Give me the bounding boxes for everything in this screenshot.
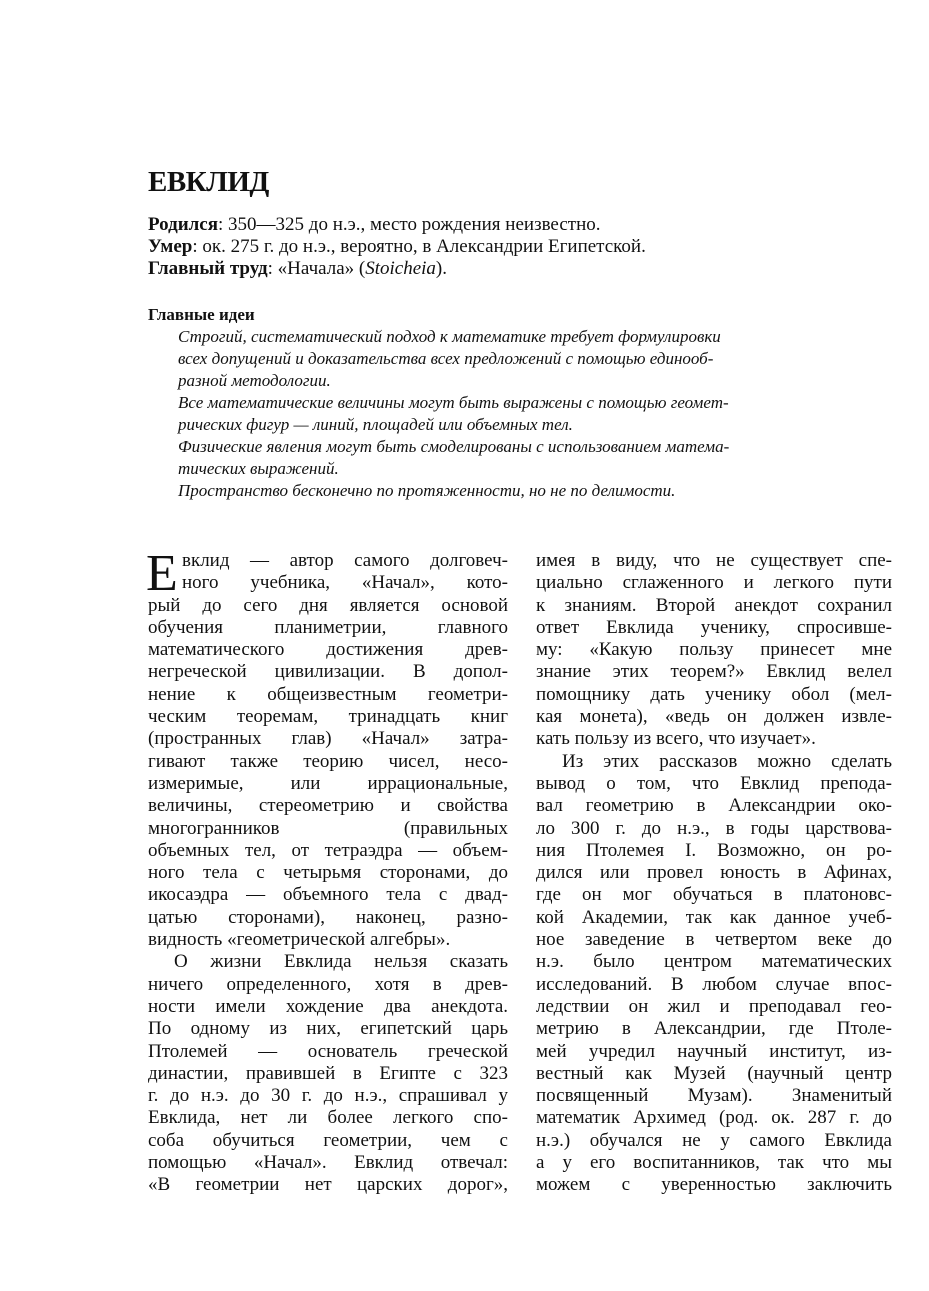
body-text-line: математик Архимед (род. ок. 287 г. до	[536, 1107, 892, 1129]
idea-line: Пространство бесконечно по протяженности, но не по делимости.	[178, 481, 676, 500]
drop-cap: Е	[146, 545, 178, 602]
body-text-line: кая монета), «ведь он должен извле-	[536, 706, 892, 728]
body-text-line: вклид — автор самого долговеч-	[182, 550, 508, 571]
body-text-line: «В геометрии нет царских дорог»,	[148, 1174, 508, 1196]
body-text-line: где он мог обучаться в платоновс-	[536, 884, 892, 906]
body-text-line: мей учредил научный институт, из-	[536, 1040, 892, 1062]
body-text-line: г. до н.э. до 30 г. до н.э., спрашивал у	[148, 1085, 508, 1107]
body-text-line: н.э.) обучался не у самого Евклида	[536, 1129, 892, 1151]
body-text-line: вал геометрию в Александрии око-	[536, 795, 892, 817]
body-text-line: помощнику дать ученику обол (мел-	[536, 683, 892, 705]
body-text-line: ческим теоремам, тринадцать книг	[148, 706, 508, 728]
body-text-line: Евклида, нет ли более легкого спо-	[148, 1107, 508, 1129]
body-text-line: циально сглаженного и легкого пути	[536, 572, 892, 594]
fact-died-text: : ок. 275 г. до н.э., вероятно, в Александрии Египетской.	[192, 236, 646, 257]
body-text-line: вывод о том, что Евклид препода-	[536, 772, 892, 794]
fact-born	[148, 214, 868, 236]
body-text-line: О жизни Евклида нельзя сказать	[174, 951, 508, 973]
body-text-line: видность «геометрической алгебры».	[148, 929, 451, 951]
facts-block	[148, 214, 868, 280]
body-text-line: соба обучиться геометрии, чем с	[148, 1129, 508, 1151]
body-text-line: цатью сторонами), наконец, разно-	[148, 906, 508, 928]
body-text-line: имея в виду, что не существует спе-	[536, 550, 892, 571]
body-text-line: объемных тел, от тетраэдра — объем-	[148, 839, 508, 861]
body-text-line: математического достижения древ-	[148, 639, 508, 661]
body-text-line: н.э. было центром математических	[536, 951, 892, 973]
body-text-line: знание этих теорем?» Евклид велел	[536, 661, 892, 683]
fact-main-work-label: Главный труд	[148, 258, 268, 279]
body-text-line: метрию в Александрии, где Птоле-	[536, 1018, 892, 1040]
idea-line: тических выражений.	[178, 459, 339, 478]
body-text-line: дился или провел юность в Афинах,	[536, 862, 892, 884]
body-text-line: к знаниям. Второй анекдот сохранил	[536, 594, 892, 616]
body-text-line: величины, стереометрию и свойства	[148, 795, 508, 817]
body-text-line: исследований. В любом случае впос-	[536, 973, 892, 995]
fact-died-label: Умер	[148, 236, 193, 257]
idea-line: Все математические величины могут быть выражены с помощью геомет-	[178, 393, 729, 412]
body-text-line: ного учебника, «Начал», кото-	[182, 572, 508, 594]
body-text-line: можем с уверенностью заключить	[536, 1174, 892, 1196]
body-text-line: ного тела с четырьмя сторонами, до	[148, 862, 508, 884]
idea-line: разной методологии.	[178, 371, 331, 390]
body-text-line: а у его воспитанников, так что мы	[536, 1152, 892, 1174]
body-text-line: (пространных глав) «Начал» затра-	[148, 728, 508, 750]
body-text-line: му: «Какую пользу принесет мне	[536, 639, 892, 661]
body-text-line: кой Академии, так как данное учеб-	[536, 906, 892, 928]
fact-died	[148, 236, 868, 258]
body-text-line: икосаэдра — объемного тела с двад-	[148, 884, 508, 906]
body-text-line: ло 300 г. до н.э., в годы царствова-	[536, 817, 892, 839]
fact-main-work-text: : «Начала» (	[267, 258, 366, 279]
idea-line: рических фигур — линий, площадей или объемных тел.	[178, 415, 573, 434]
body-text-line: негреческой цивилизации. В допол-	[148, 661, 508, 683]
body-text-line: Птолемей — основатель греческой	[148, 1040, 508, 1062]
body-text-line: династии, правившей в Египте с 323	[148, 1062, 508, 1084]
fact-main-work	[148, 258, 868, 280]
main-ideas-block	[148, 304, 900, 502]
body-text-line: ное заведение в четвертом веке до	[536, 929, 892, 951]
body-text-line: кать пользу из всего, что изучает».	[536, 728, 816, 750]
body-text-line: помощью «Начал». Евклид отвечал:	[148, 1152, 508, 1174]
idea-line: всех допущений и доказательства всех предложений с помощью единооб-	[178, 349, 714, 368]
body-column-left	[146, 545, 508, 1197]
body-text-line: посвященный Музам). Знаменитый	[536, 1085, 892, 1107]
body-text-line: ничего определенного, хотя в древ-	[148, 973, 508, 995]
fact-born-text: : 350—325 до н.э., место рождения неизвестно.	[218, 214, 601, 235]
fact-main-work-italic: Stoicheia	[365, 258, 436, 279]
body-text-line: гивают также теорию чисел, несо-	[148, 750, 508, 772]
page-title: ЕВКЛИД	[148, 166, 269, 198]
body-text-line: многогранников (правильных	[148, 817, 508, 839]
body-text-line: ответ Евклида ученику, спросивше-	[536, 616, 892, 638]
body-text-line: ния Птолемея I. Возможно, он ро-	[536, 839, 892, 861]
body-text-line: ности имели хождение два анекдота.	[148, 995, 508, 1017]
body-text-line: обучения планиметрии, главного	[148, 616, 508, 638]
idea-line: Строгий, систематический подход к математике требует формулировки	[178, 327, 721, 346]
body-text-line: По одному из них, египетский царь	[148, 1018, 508, 1040]
idea-line: Физические явления могут быть смоделированы с использованием матема-	[178, 437, 730, 456]
body-text-line: измеримые, или иррациональные,	[148, 772, 508, 794]
body-text-line: рый до сего дня является основой	[148, 594, 508, 616]
fact-main-work-after: ).	[435, 258, 447, 279]
body-text-line: нение к общеизвестным геометри-	[148, 683, 508, 705]
body-text-line: Из этих рассказов можно сделать	[562, 750, 892, 772]
body-text-line: вестный как Музей (научный центр	[536, 1062, 892, 1084]
body-column-right	[536, 550, 892, 1197]
fact-born-label: Родился	[148, 214, 219, 235]
ideas-heading: Главные идеи	[148, 305, 255, 324]
body-text-line: ледствии он жил и преподавал гео-	[536, 995, 892, 1017]
